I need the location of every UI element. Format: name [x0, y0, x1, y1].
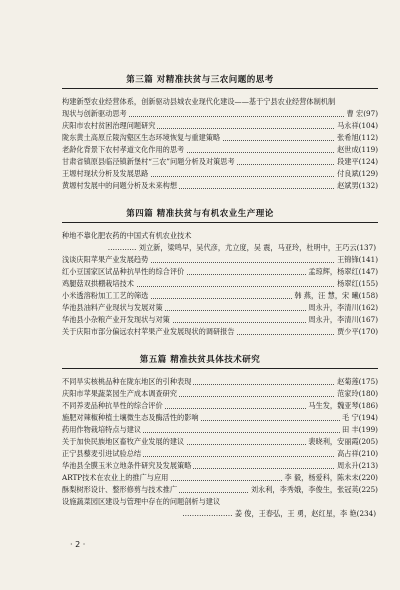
toc-entry: 正宁县藜麦引进试验总结 高占祥(210) [62, 449, 378, 458]
section-rule [62, 88, 378, 89]
toc-entry: 庆阳市苹果蔬菜园生产成本调查研究 范家玲(180) [62, 389, 378, 398]
toc-entry: 华池县全膜玉米立地条件研究及发展策略 周永升(213) [62, 461, 378, 470]
toc-entry: 关于加快民族地区畜牧产业发展的建议 裴晓利，安丽霞(205) [62, 437, 378, 446]
toc-entry: 构建新型农业经营体系，创新驱动县城农业现代化建设——基于宁县农业经营体制机制 [62, 97, 336, 106]
toc-entry: 现状与创新驱动思考 曹 宏(97) [62, 109, 378, 118]
toc-entry: 酥梨树形设计、整形修剪与技术推广 刘永利，李秀娥，李俊生，张冠英(225) [62, 485, 378, 494]
toc-entry: 不同养麦品种抗旱性的综合评价 马生发，魏亚琴(186) [62, 401, 378, 410]
toc-entry: 甘肃省镇原县临泾镇新堡村“三农”问题分析及对策思考 段建平(124) [62, 157, 378, 166]
toc-entry: 小米透溶粉加工工艺的筛选 韩 燕，汪 慧，宋 曦(158) [62, 291, 378, 300]
toc-entry: ………………… 姜 俊，王春弘，王 勇，赵红星，李 艳(234) [182, 509, 376, 518]
section-rule [62, 368, 378, 369]
toc-entry: 华池县小杂粮产业开发现状与对策 周永升，李清川(167) [62, 315, 378, 324]
section-title-3: 第三篇 对精准扶贫与三农问题的思考 [126, 75, 274, 85]
toc-entry: 药用作物栽培特点与建议 田 丰(199) [62, 425, 378, 434]
toc-entry: 陇东黄土高原丘陵沟壑区生态环境恢复与重建策略 张希旭(112) [62, 133, 378, 142]
toc-entry: 华池县油料产业现状与发展对策 周永升，李清川(162) [62, 303, 378, 312]
toc-entry: 庆阳市农村贫困治理问题研究 马永祥(104) [62, 121, 378, 130]
toc-entry: 施肥对辣椒种植土壤微生态及酶活性的影响 毛 宁(194) [62, 413, 378, 422]
toc-entry: 关于庆阳市部分偏远农村苹果产业发展现状的调研报告 贾少平(170) [62, 327, 378, 336]
section-title-4: 第四篇 精准扶贫与有机农业生产理论 [126, 209, 274, 219]
toc-entry: 红小豆国家区试品种抗旱性的综合评价 孟琼辉，杨翠红(147) [62, 267, 378, 276]
toc-entry: 鸡腿菇双拱棚栽培技术 杨翠红(155) [62, 279, 378, 288]
section-title-5: 第五篇 精准扶贫具体技术研究 [139, 355, 261, 365]
toc-entry: 老龄化背景下农村孝道文化作用的思考 赵世成(119) [62, 145, 378, 154]
toc-entry: ARTP技术在农业上的推广与应用 李 毅，杨爱科，陈未未(220) [62, 473, 378, 482]
toc-entry: 王塬村现状分析及发展思路 付良斌(129) [62, 169, 378, 178]
toc-entry: 黄塬村发展中的问题分析及未来构想 赵斌男(132) [62, 181, 378, 190]
toc-entry: ………… 刘立新，梁鸣早，吴代彦，尤立度，吴 震，马亚玲，杜明中，王巧云(137) [107, 243, 376, 252]
page-number: · 2 · [70, 540, 86, 549]
toc-entry: 不同旱实核桃品种在陇东地区的引种表现 赵菊莲(175) [62, 377, 378, 386]
toc-entry: 设施蔬菜园区建设与管理中存在的问题剖析与建议 [62, 497, 221, 506]
toc-entry: 种地不靠化肥农药的中国式有机农业技术 [62, 231, 192, 240]
toc-entry: 浅谈庆阳苹果产业发展趋势 王锦锋(141) [62, 255, 378, 264]
section-rule [62, 222, 378, 223]
